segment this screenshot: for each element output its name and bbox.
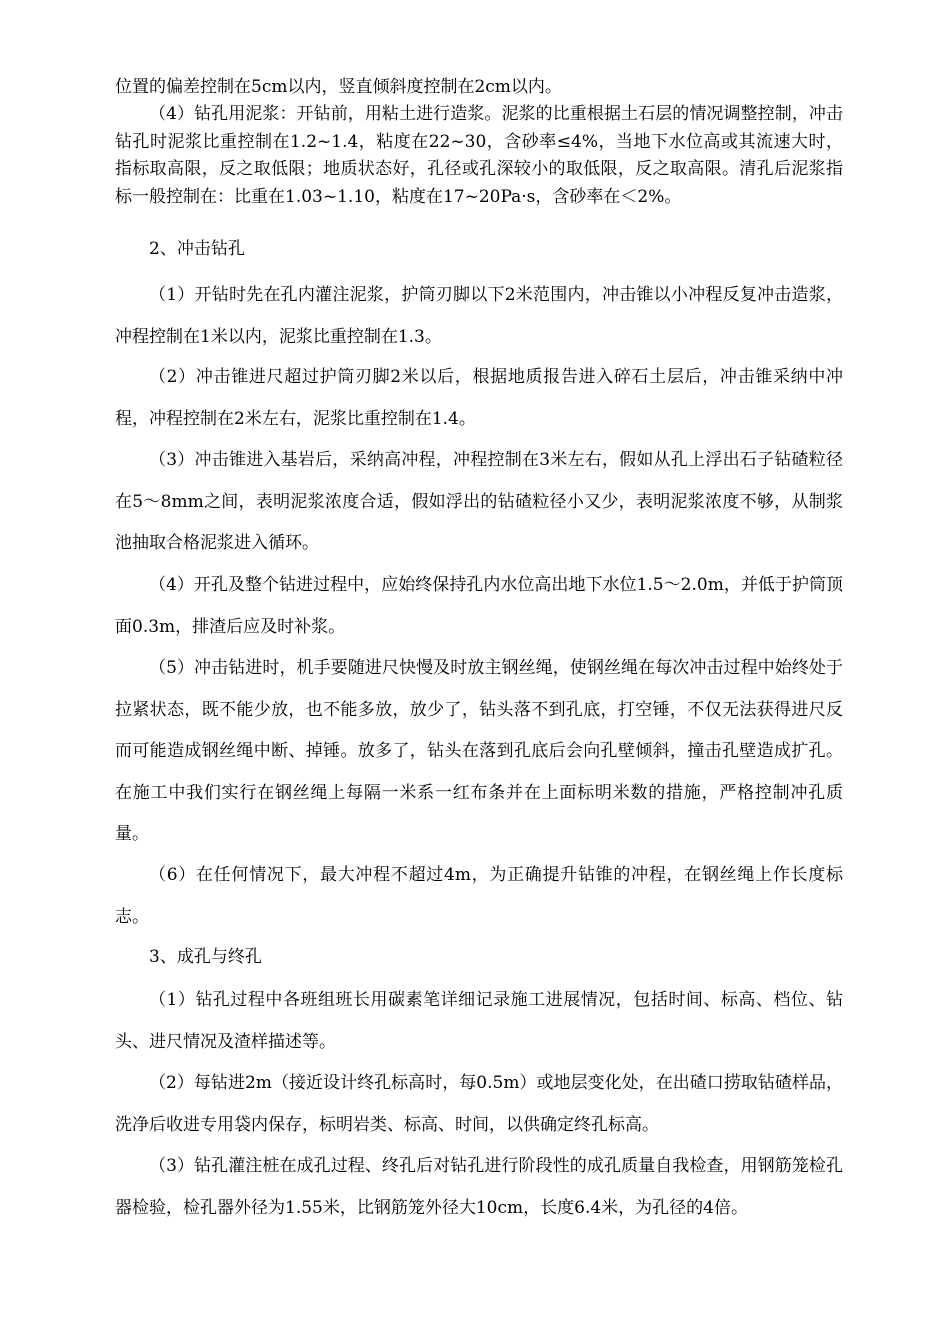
paragraph-completion-step-3: （3）钻孔灌注桩在成孔过程、终孔后对钻孔进行阶段性的成孔质量自我检查，用钢筋笼检孔器检验，检孔器外径为1.55米，比钢筋笼外径大10cm，长度6.4米，为孔径的4倍。 bbox=[115, 1156, 843, 1218]
paragraph-impact-step-6: （6）在任何情况下，最大冲程不超过4m，为正确提升钻锥的冲程，在钢丝绳上作长度标志。 bbox=[115, 865, 843, 927]
paragraph-impact-step-1: （1）开钻时先在孔内灌注泥浆，护筒刃脚以下2米范围内，冲击锥以小冲程反复冲击造浆，冲程控制在1米以内，泥浆比重控制在1.3。 bbox=[115, 285, 843, 347]
paragraph-impact-step-2: （2）冲击锥进尺超过护筒刃脚2米以后，根据地质报告进入碎石土层后，冲击锥采纳中冲程，冲程控制在2米左右，泥浆比重控制在1.4。 bbox=[115, 367, 843, 429]
section-heading-impact-drilling: 2、冲击钻孔 bbox=[149, 239, 245, 259]
section-heading-hole-completion: 3、成孔与终孔 bbox=[149, 947, 262, 967]
paragraph-impact-step-5: （5）冲击钻进时，机手要随进尺快慢及时放主钢丝绳，使钢丝绳在每次冲击过程中始终处于拉紧状态，既不能少放，也不能多放，放少了，钻头落不到孔底，打空锤，不仅无法获得进尺反而可能造成钢丝绳中断、掉锤。放多了，钻头在落到孔底后会向孔壁倾斜，撞击孔壁造成扩孔。在施工中我们实行在钢丝绳上每隔一米系一红布条并在上面标明米数的措施，严格控制冲孔质量。 bbox=[115, 658, 843, 844]
paragraph-impact-step-3: （3）冲击锥进入基岩后，采纳高冲程，冲程控制在3米左右，假如从孔上浮出石子钻碴粒径在5～8mm之间，表明泥浆浓度合适，假如浮出的钻碴粒径小又少，表明泥浆浓度不够，从制浆池抽取合格泥浆进入循环。 bbox=[115, 450, 843, 553]
paragraph-position-tolerance: 位置的偏差控制在5cm以内，竖直倾斜度控制在2cm以内。 bbox=[115, 77, 562, 97]
paragraph-drilling-mud: （4）钻孔用泥浆：开钻前，用粘土进行造浆。泥浆的比重根据土石层的情况调整控制，冲击钻孔时泥浆比重控制在1.2~1.4，粘度在22~30，含砂率≤4%，当地下水位高或其流速大时，指标取高限，反之取低限；地质状态好，孔径或孔深较小的取低限，反之取高限。清孔后泥浆指标一般控制在：比重在1.03~1.10，粘度在17~20Pa·s，含砂率在＜2%。 bbox=[115, 104, 843, 207]
paragraph-completion-step-2: （2）每钻进2m（接近设计终孔标高时，每0.5m）或地层变化处，在出碴口捞取钻碴样品，洗净后收进专用袋内保存，标明岩类、标高、时间，以供确定终孔标高。 bbox=[115, 1073, 843, 1135]
paragraph-completion-step-1: （1）钻孔过程中各班组班长用碳素笔详细记录施工进展情况，包括时间、标高、档位、钻头、进尺情况及渣样描述等。 bbox=[115, 990, 843, 1052]
paragraph-impact-step-4: （4）开孔及整个钻进过程中，应始终保持孔内水位高出地下水位1.5～2.0m，并低于护筒顶面0.3m，排渣后应及时补浆。 bbox=[115, 575, 843, 637]
